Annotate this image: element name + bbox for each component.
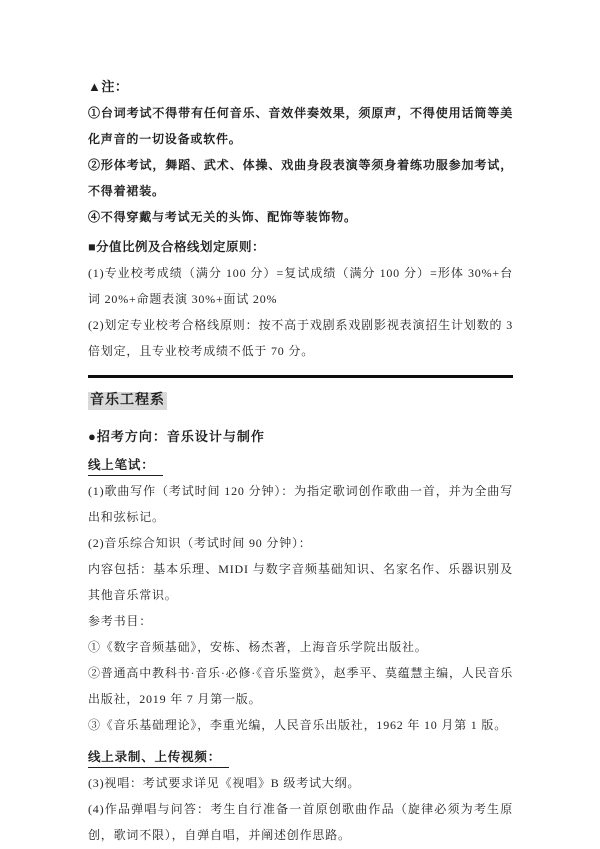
note-item: ④不得穿戴与考试无关的头饰、配饰等装饰物。 <box>88 210 357 224</box>
written-exam-heading: 线上笔试： <box>88 457 163 476</box>
note-item: ②形体考试，舞蹈、武术、体操、戏曲身段表演等须身着练功服参加考试，不得着裙装。 <box>88 158 513 198</box>
notes-title: ▲注： <box>88 79 129 94</box>
video-exam-heading-row <box>88 744 513 770</box>
section-divider <box>88 375 513 378</box>
video-exam-heading: 线上录制、上传视频： <box>88 749 229 768</box>
reference-books-label: 参考书目： <box>88 614 153 628</box>
video-exam-paragraph: (4)作品弹唱与问答：考生自行准备一首原创歌曲作品（旋律必须为考生原创，歌词不限），自弹自唱，并阐述创作思路。 <box>88 802 513 842</box>
score-rule-item: (2)划定专业校考合格线原则：按不高于戏剧系戏剧影视表演招生计划数的 3 倍划定，且专业校考成绩不低于 70 分。 <box>88 318 513 358</box>
department-title-row <box>88 391 513 410</box>
written-exam-heading-row <box>88 452 513 478</box>
department-title: 音乐工程系 <box>90 393 165 408</box>
written-exam-paragraph: (1)歌曲写作（考试时间 120 分钟）：为指定歌词创作歌曲一首，并为全曲写出和弦标记。 <box>88 484 513 524</box>
score-rules-title: ■分值比例及合格线划定原则： <box>88 240 266 254</box>
reference-book-item: ①《数字音频基础》，安栋、杨杰著，上海音乐学院出版社。 <box>88 640 428 654</box>
admission-direction: ●招考方向：音乐设计与制作 <box>88 429 265 444</box>
written-exam-paragraph: 内容包括：基本乐理、MIDI 与数字音频基础知识、名家名作、乐器识别及其他音乐常识。 <box>88 562 513 602</box>
score-rule-item: (1)专业校考成绩（满分 100 分）=复试成绩（满分 100 分）=形体 30%+台词 20%+命题表演 30%+面试 20% <box>88 266 513 306</box>
reference-book-item: ②普通高中教科书·音乐·必修·《音乐鉴赏》，赵季平、莫蕴慧主编，人民音乐出版社，2019 年 7 月第一版。 <box>88 666 513 706</box>
document-content <box>88 74 513 848</box>
reference-book-item: ③《音乐基础理论》，李重光编，人民音乐出版社，1962 年 10 月第 1 版。 <box>88 718 508 732</box>
written-exam-paragraph: (2)音乐综合知识（考试时间 90 分钟）： <box>88 536 312 550</box>
video-exam-paragraph: (3)视唱：考试要求详见《视唱》B 级考试大纲。 <box>88 776 361 790</box>
note-item: ①台词考试不得带有任何音乐、音效伴奏效果，须原声，不得使用话筒等美化声音的一切设备或软件。 <box>88 106 513 146</box>
